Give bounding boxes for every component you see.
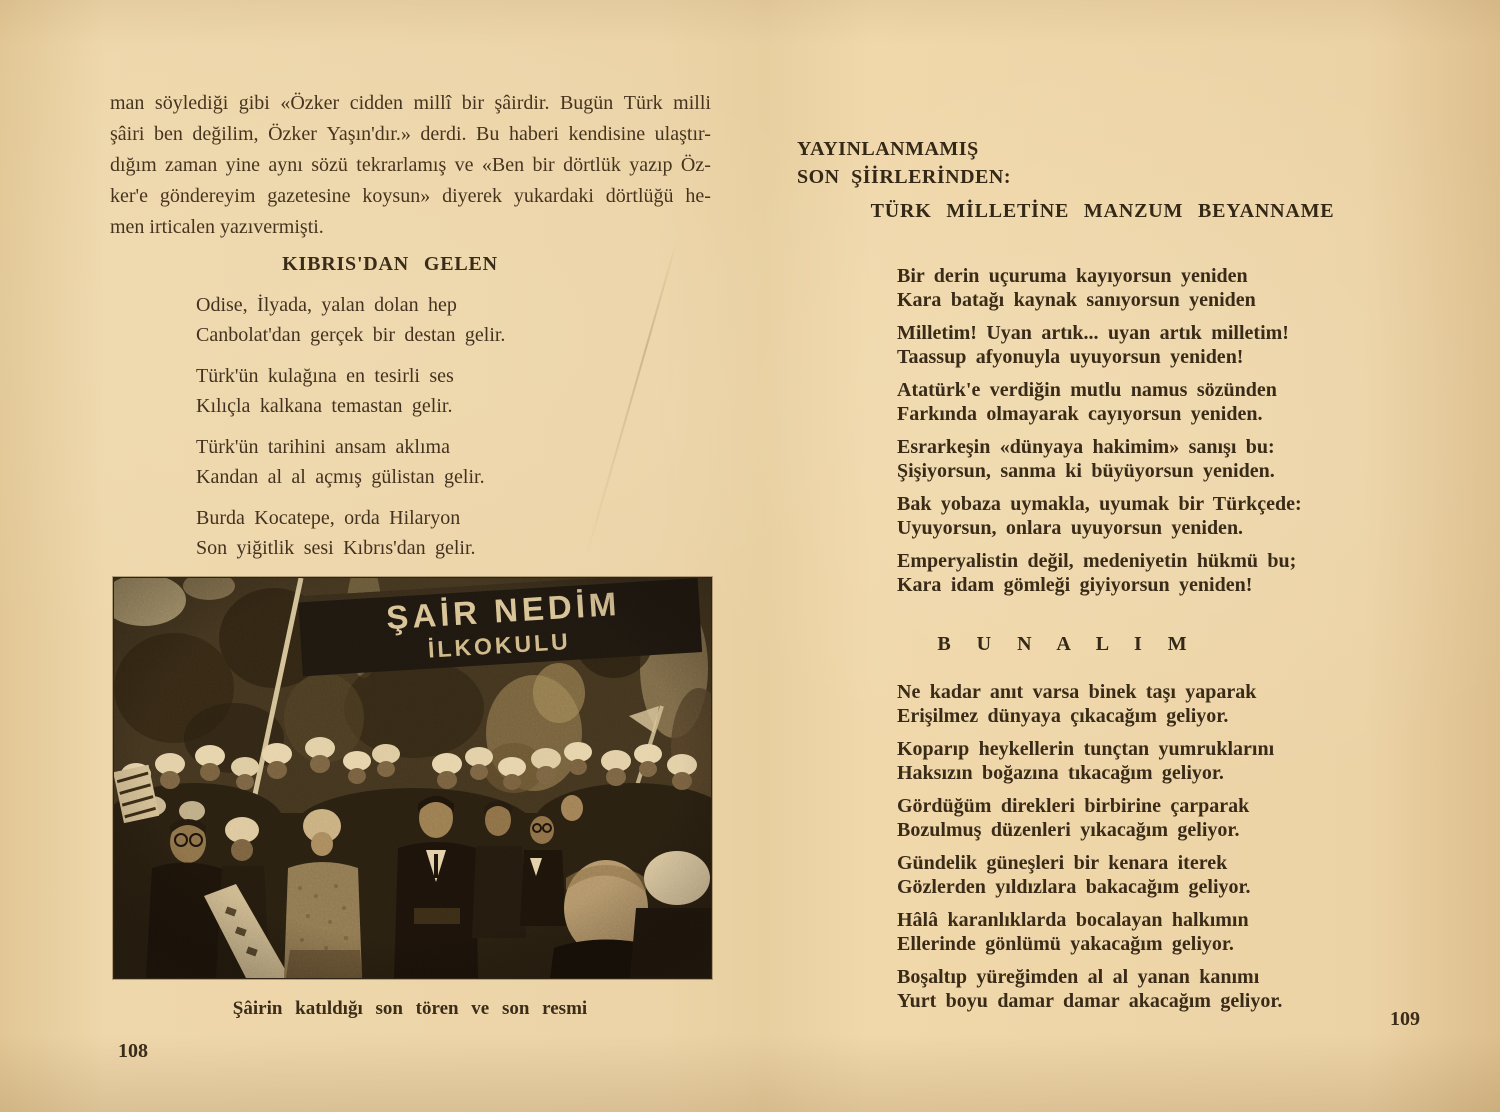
page-number-right: 109 [1390,1008,1420,1030]
page-number-left: 108 [118,1040,148,1062]
poem-stanza [897,492,1302,540]
poem-line: Şişiyorsun, sanma ki büyüyorsun yeniden. [897,460,1275,482]
poem-line: Milletim! Uyan artık... uyan artık milletim! [897,322,1289,344]
poem-stanza [897,264,1302,312]
poem-line: Odise, İlyada, yalan dolan hep [196,294,457,316]
poem-stanza [897,321,1302,369]
intro-line: men irticalen yazıvermişti. [110,216,324,238]
poem-line: Son yiğitlik sesi Kıbrıs'dan gelir. [196,537,476,559]
poem-stanza [897,965,1282,1013]
poem-line: Erişilmez dünyaya çıkacağım geliyor. [897,705,1229,727]
section-kicker [797,135,1011,191]
intro-line: dığım zaman yine aynı sözü tekrarlamış ve «Ben bir dörtlük yazıp Öz- [110,154,711,176]
poem-line: Boşaltıp yüreğimden al al yanan kanımı [897,966,1260,988]
poem-stanza [897,435,1302,483]
poem-line: Burda Kocatepe, orda Hilaryon [196,507,461,529]
paper-crease [585,240,678,558]
poem-title-kibrisdan-gelen: KIBRIS'DAN GELEN [282,253,498,275]
intro-line: man söylediği gibi «Özker cidden millî bir şâirdir. Bugün Türk milli [110,92,711,114]
poem-line: Kılıçla kalkana temastan gelir. [196,395,453,417]
ceremony-photo-art [114,578,711,978]
poem-title-bunalim: B U N A L I M [937,633,1193,655]
poem-line: Gözlerden yıldızlara bakacağım geliyor. [897,876,1251,898]
poem-line: Farkında olmayarak cayıyorsun yeniden. [897,403,1263,425]
poem-line: Ellerinde gönlümü yakacağım geliyor. [897,933,1234,955]
poem-line: Haksızın boğazına tıkacağım geliyor. [897,762,1224,784]
poem-line: Gördüğüm direkleri birbirine çarparak [897,795,1250,817]
poem-line: Emperyalistin değil, medeniyetin hükmü bu; [897,550,1297,572]
poem-stanza [897,737,1282,785]
poem-stanza [897,851,1282,899]
photo-grain [114,578,711,978]
poem-line: Gündelik güneşleri bir kenara iterek [897,852,1228,874]
poem-stanza [897,680,1282,728]
ceremony-photo [113,577,712,979]
poem-line: Bir derin uçuruma kayıyorsun yeniden [897,265,1248,287]
poem-line: Canbolat'dan gerçek bir destan gelir. [196,324,506,346]
poem-line: Ne kadar anıt varsa binek taşı yaparak [897,681,1257,703]
poem-line: Hâlâ karanlıklarda bocalayan halkımın [897,909,1249,931]
poem-line: Türk'ün kulağına en tesirli ses [196,365,454,387]
kicker-line1: YAYINLANMAMIŞ [797,138,979,160]
poem-stanza [196,361,505,421]
poem-line: Kara idam gömleği giyiyorsun yeniden! [897,574,1253,596]
poem-line: Atatürk'e verdiğin mutlu namus sözünden [897,379,1277,401]
poem-bunalim [897,680,1282,1022]
intro-paragraph [110,88,711,243]
photo-caption: Şâirin katıldığı son tören ve son resmi [232,998,588,1019]
poem-stanza [196,290,505,350]
poem-line: Taassup afyonuyla uyuyorsun yeniden! [897,346,1244,368]
poem-line: Bak yobaza uymakla, uyumak bir Türkçede: [897,493,1302,515]
poem-manzum-beyanname [897,264,1302,606]
poem-title-manzum-beyanname: TÜRK MİLLETİNE MANZUM BEYANNAME [870,200,1335,222]
poem-stanza [897,794,1282,842]
poem-stanza [897,908,1282,956]
poem-stanza [897,549,1302,597]
poem-line: Esrarkeşin «dünyaya hakimim» sanışı bu: [897,436,1275,458]
poem-line: Kandan al al açmış gülistan gelir. [196,466,485,488]
intro-line: şâiri ben değilim, Özker Yaşın'dır.» derdi. Bu haberi kendisine ulaştır- [110,123,711,145]
poem-line: Bozulmuş düzenleri yıkacağım geliyor. [897,819,1240,841]
poem-line: Koparıp heykellerin tunçtan yumruklarını [897,738,1275,760]
poem-stanza [196,503,505,563]
poem-line: Türk'ün tarihini ansam aklıma [196,436,450,458]
poem-line: Yurt boyu damar damar akacağım geliyor. [897,990,1283,1012]
kicker-line2: SON ŞİİRLERİNDEN: [797,166,1011,188]
poem-stanza [897,378,1302,426]
poem-line: Kara batağı kaynak sanıyorsun yeniden [897,289,1256,311]
intro-line: ker'e göndereyim gazetesine koysun» diyerek yukardaki dörtlüğü he- [110,185,711,207]
poem-stanza [196,432,505,492]
poem-line: Uyuyorsun, onlara uyuyorsun yeniden. [897,517,1244,539]
poem-kibrisdan-gelen [196,290,505,574]
